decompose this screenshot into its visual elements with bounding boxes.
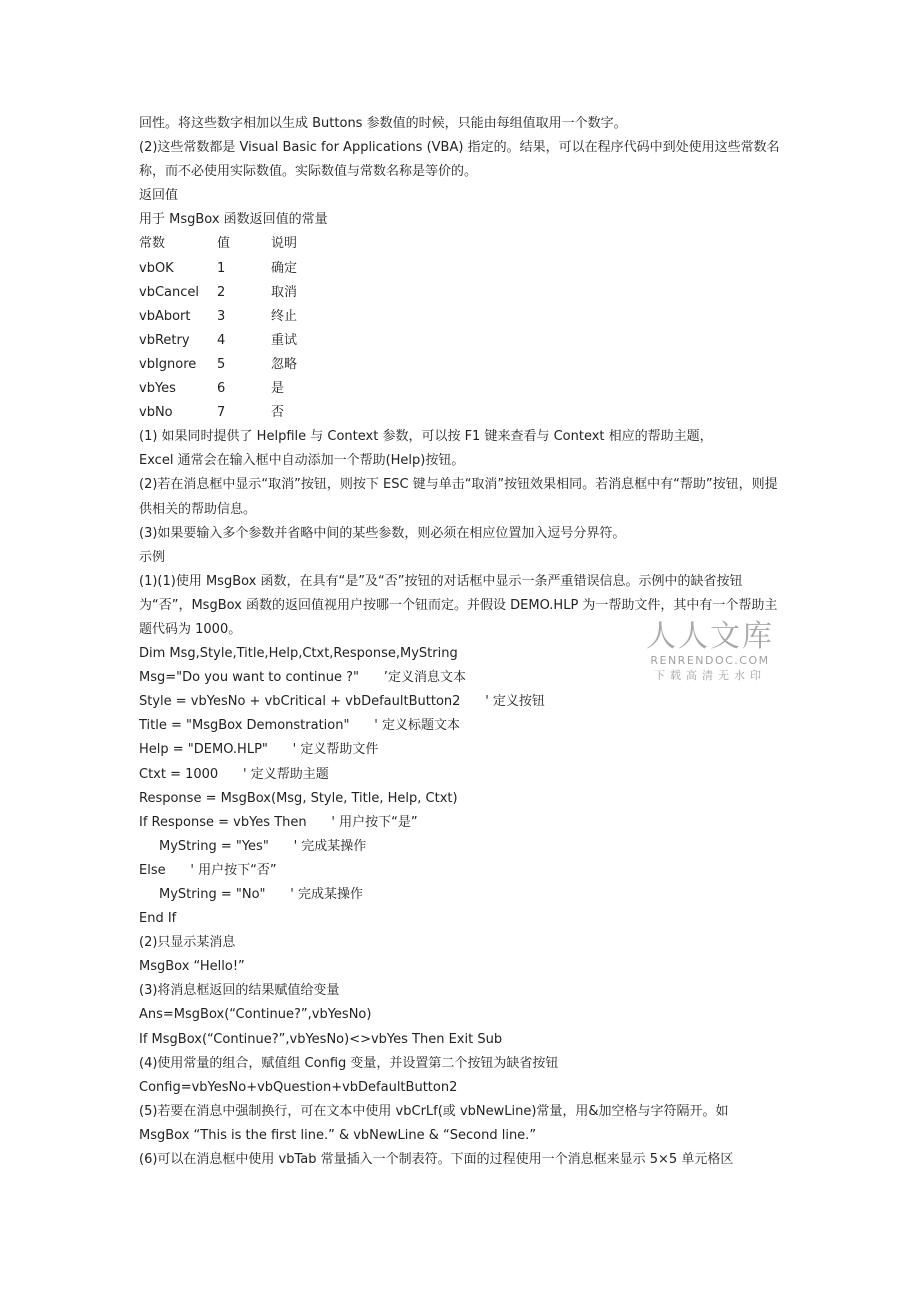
table-cell: 否 bbox=[271, 405, 285, 421]
note-line: (1) 如果同时提供了 Helpfile 与 Context 参数，可以按 F1 键来查看与 Context 相应的帮助主题， bbox=[139, 429, 713, 445]
note-line: Excel 通常会在输入框中自动添加一个帮助(Help)按钮。 bbox=[139, 453, 465, 469]
code-line: Dim Msg,Style,Title,Help,Ctxt,Response,MyString bbox=[139, 646, 458, 662]
code-line: MyString = "Yes" ' 完成某操作 bbox=[159, 838, 367, 854]
table-cell: vbCancel bbox=[139, 284, 199, 300]
table-row bbox=[139, 329, 789, 353]
section-heading: 示例 bbox=[139, 549, 166, 565]
table-cell: 3 bbox=[217, 308, 226, 324]
example-paragraph: (1)(1)使用 MsgBox 函数，在具有“是”及“否”按钮的对话框中显示一条严重错误信息。示例中的缺省按钮为“否”，MsgBox 函数的返回值视用户按哪一个钮而定。并假设 DEMO.HLP 为一帮助文件，其中有一个帮助主题代码为 1000。 bbox=[139, 573, 778, 637]
example-line: (5)若要在消息中强制换行，可在文本中使用 vbCrLf(或 vbNewLine)常量，用&加空格与字符隔开。如 bbox=[139, 1103, 729, 1119]
table-cell: 终止 bbox=[271, 308, 298, 324]
table-row bbox=[139, 257, 789, 281]
table-cell: vbIgnore bbox=[139, 356, 197, 372]
code-line: Config=vbYesNo+vbQuestion+vbDefaultButton2 bbox=[139, 1079, 458, 1095]
example-line: (4)使用常量的组合，赋值组 Config 变量，并设置第二个按钮为缺省按钮 bbox=[139, 1055, 559, 1071]
table-cell: 1 bbox=[217, 260, 226, 276]
watermark bbox=[640, 620, 780, 684]
code-line: Ctxt = 1000 ' 定义帮助主题 bbox=[139, 766, 329, 782]
code-line: Help = "DEMO.HLP" ' 定义帮助文件 bbox=[139, 742, 379, 758]
table-cell: 4 bbox=[217, 332, 226, 348]
code-line: Style = vbYesNo + vbCritical + vbDefaultButton2 ' 定义按钮 bbox=[139, 694, 545, 710]
table-caption: 用于 MsgBox 函数返回值的常量 bbox=[139, 212, 328, 228]
table-cell: vbYes bbox=[139, 381, 176, 397]
code-line: End If bbox=[139, 911, 177, 927]
table-row bbox=[139, 377, 789, 401]
code-line: If MsgBox(“Continue?”,vbYesNo)<>vbYes Then Exit Sub bbox=[139, 1031, 503, 1047]
text-paragraph: (2)这些常数都是 Visual Basic for Applications (VBA) 指定的。结果，可以在程序代码中到处使用这些常数名称，而不必使用实际数值。实际数值与常数名称是等价的。 bbox=[139, 140, 780, 180]
code-line: Msg="Do you want to continue ?" ’定义消息文本 bbox=[139, 670, 466, 686]
code-line: MsgBox “This is the first line.” & vbNewLine & “Second line.” bbox=[139, 1127, 537, 1143]
table-cell: 2 bbox=[217, 284, 226, 300]
table-cell: vbRetry bbox=[139, 332, 190, 348]
table-cell: 6 bbox=[217, 381, 226, 397]
code-line: MyString = "No" ' 完成某操作 bbox=[159, 887, 364, 902]
header-cell: 常数 bbox=[139, 236, 166, 252]
watermark-title: 人人文库 bbox=[646, 619, 774, 654]
example-line: (6)可以在消息框中使用 vbTab 常量插入一个制表符。下面的过程使用一个消息框来显示 5×5 单元格区 bbox=[139, 1152, 734, 1168]
code-line: Ans=MsgBox(“Continue?”,vbYesNo) bbox=[139, 1007, 372, 1023]
table-row bbox=[139, 353, 789, 377]
code-line: Response = MsgBox(Msg, Style, Title, Help, Ctxt) bbox=[139, 790, 458, 806]
table-cell: 7 bbox=[217, 405, 226, 421]
table-cell: vbOK bbox=[139, 260, 174, 276]
text-line: 回性。将这些数字相加以生成 Buttons 参数值的时候，只能由每组值取用一个数字。 bbox=[139, 116, 627, 131]
note-line: (3)如果要输入多个参数并省略中间的某些参数，则必须在相应位置加入逗号分界符。 bbox=[139, 525, 626, 541]
code-line: If Response = vbYes Then ' 用户按下“是” bbox=[139, 814, 418, 830]
table-cell: 是 bbox=[271, 381, 285, 397]
table-cell: vbAbort bbox=[139, 308, 191, 324]
section-heading: 返回值 bbox=[139, 188, 179, 204]
table-row bbox=[139, 281, 789, 305]
table-cell: 忽略 bbox=[271, 356, 298, 372]
header-cell: 说明 bbox=[271, 236, 298, 252]
table-cell: vbNo bbox=[139, 405, 173, 421]
table-header-row bbox=[139, 232, 789, 256]
table-cell: 重试 bbox=[271, 332, 298, 348]
table-row bbox=[139, 305, 789, 329]
code-line: Title = "MsgBox Demonstration" ' 定义标题文本 bbox=[139, 718, 460, 734]
table-cell: 5 bbox=[217, 356, 226, 372]
code-line: Else ' 用户按下“否” bbox=[139, 862, 277, 878]
watermark-subtitle: 下载高清无水印 bbox=[654, 669, 766, 682]
note-paragraph: (2)若在消息框中显示“取消”按钮，则按下 ESC 键与单击“取消”按钮效果相同。若消息框中有“帮助”按钮，则提供相关的帮助信息。 bbox=[139, 477, 778, 517]
header-cell: 值 bbox=[217, 236, 231, 252]
table-cell: 确定 bbox=[271, 260, 298, 276]
watermark-url: RENRENDOC.COM bbox=[650, 654, 770, 667]
table-cell: 取消 bbox=[271, 284, 298, 300]
example-line: (2)只显示某消息 bbox=[139, 935, 236, 951]
example-line: (3)将消息框返回的结果赋值给变量 bbox=[139, 983, 340, 999]
table-row bbox=[139, 401, 789, 425]
code-line: MsgBox “Hello!” bbox=[139, 959, 245, 975]
